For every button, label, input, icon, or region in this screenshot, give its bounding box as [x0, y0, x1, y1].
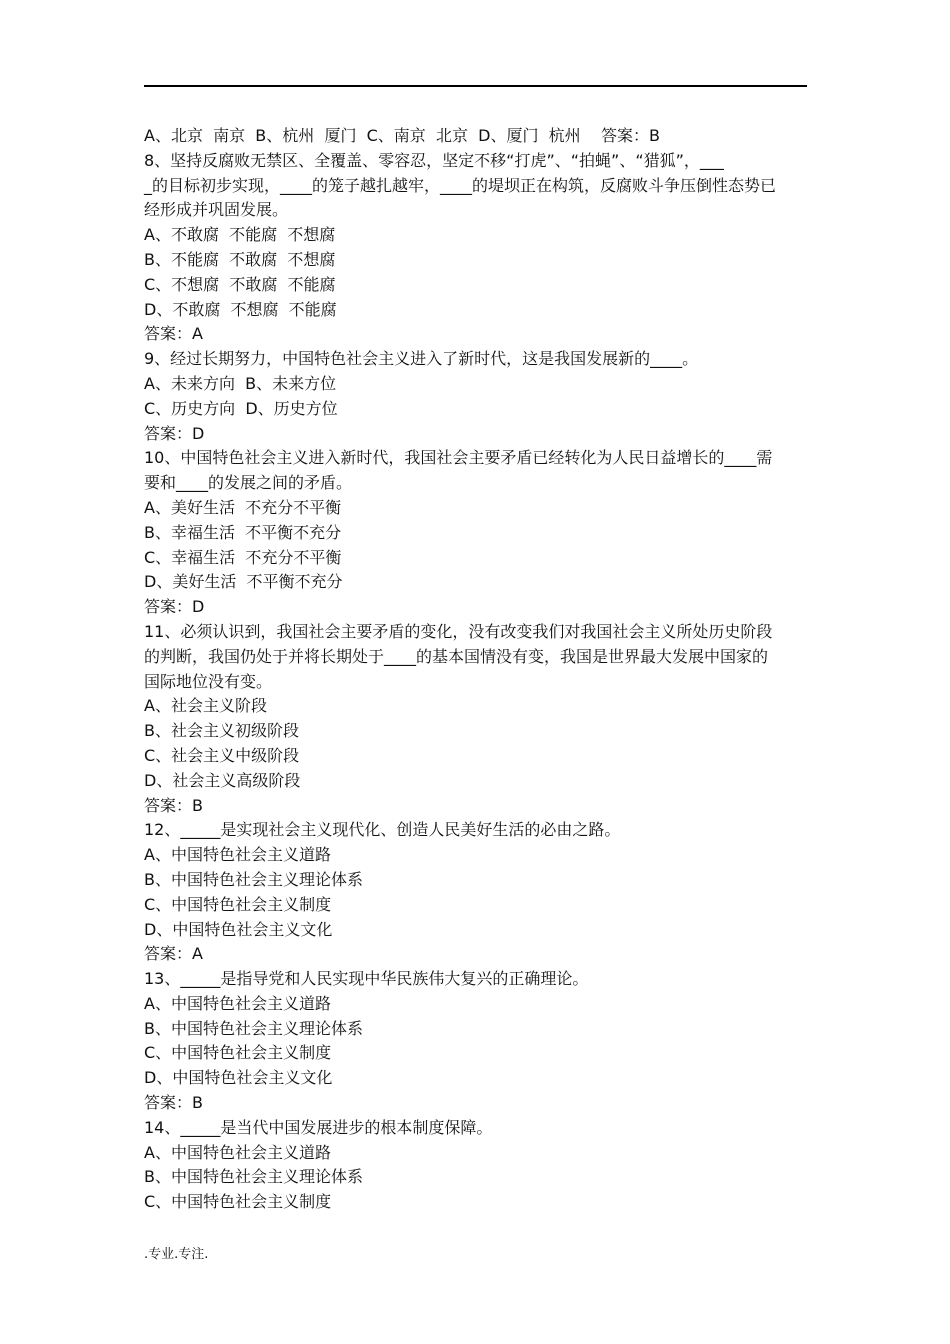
option-c: C、中国特色社会主义制度 — [144, 1043, 332, 1063]
option-a: A、不敢腐 不能腐 不想腐 — [144, 225, 336, 245]
option-b: B、不能腐 不敢腐 不想腐 — [144, 249, 336, 269]
option-c: C、不想腐 不敢腐 不能腐 — [144, 274, 336, 294]
option-a: A、中国特色社会主义道路 — [144, 993, 331, 1013]
question-8-line: _的目标初步实现，____的笼子越扎越牢，____的堤坝正在构筑，反腐败斗争压倒性态势已 — [144, 175, 777, 195]
option-b: B、中国特色社会主义理论体系 — [144, 1018, 363, 1038]
option-c: C、幸福生活 不充分不平衡 — [144, 547, 342, 567]
question-14-line: 14、_____是当代中国发展进步的根本制度保障。 — [144, 1117, 493, 1137]
option-d: D、中国特色社会主义文化 — [144, 919, 333, 939]
option-a: A、中国特色社会主义道路 — [144, 845, 331, 865]
question-11-line: 国际地位没有变。 — [144, 671, 273, 691]
option-d: D、社会主义高级阶段 — [144, 770, 301, 790]
option-a: A、中国特色社会主义道路 — [144, 1142, 331, 1162]
page-footer: .专业.专注. — [144, 1247, 209, 1262]
question-12-line: 12、_____是实现社会主义现代化、创造人民美好生活的必由之路。 — [144, 820, 621, 840]
option-b: B、中国特色社会主义理论体系 — [144, 869, 363, 889]
question-11-line: 11、必须认识到，我国社会主要矛盾的变化，没有改变我们对我国社会主义所处历史阶段 — [144, 621, 773, 641]
answer-line: 答案：D — [144, 597, 205, 617]
question-11-line: 的判断，我国仍处于并将长期处于____的基本国情没有变，我国是世界最大发展中国家的 — [144, 646, 769, 666]
option-c: C、社会主义中级阶段 — [144, 745, 300, 765]
option-line: C、历史方向 D、历史方位 — [144, 398, 338, 418]
answer-line: 答案：B — [144, 795, 203, 815]
question-10-line: 要和____的发展之间的矛盾。 — [144, 473, 353, 493]
option-c: C、中国特色社会主义制度 — [144, 1192, 332, 1212]
option-d: D、中国特色社会主义文化 — [144, 1068, 333, 1088]
document-body — [144, 124, 809, 1215]
question-13-line: 13、_____是指导党和人民实现中华民族伟大复兴的正确理论。 — [144, 969, 589, 989]
option-d: D、不敢腐 不想腐 不能腐 — [144, 299, 337, 319]
option-a: A、美好生活 不充分不平衡 — [144, 497, 342, 517]
header-rule — [144, 85, 807, 87]
answer-line: 答案：A — [144, 944, 203, 964]
question-8-line: 经形成并巩固发展。 — [144, 200, 289, 220]
option-b: B、社会主义初级阶段 — [144, 721, 299, 741]
option-c: C、中国特色社会主义制度 — [144, 894, 332, 914]
option-b: B、中国特色社会主义理论体系 — [144, 1167, 363, 1187]
option-line: A、未来方向 B、未来方位 — [144, 373, 337, 393]
question-9-line: 9、经过长期努力，中国特色社会主义进入了新时代，这是我国发展新的____。 — [144, 349, 699, 369]
option-a: A、社会主义阶段 — [144, 696, 267, 716]
answer-line: 答案：B — [144, 1093, 203, 1113]
option-d: D、美好生活 不平衡不充分 — [144, 572, 343, 592]
option-b: B、幸福生活 不平衡不充分 — [144, 522, 342, 542]
question-8-line: 8、坚持反腐败无禁区、全覆盖、零容忍，坚定不移“打虎”、“拍蝇”、“猎狐”，___ — [144, 150, 724, 170]
text-line: A、北京 南京 B、杭州 厦门 C、南京 北京 D、厦门 杭州 答案：B — [144, 126, 660, 145]
answer-line: 答案：D — [144, 423, 205, 443]
question-10-line: 10、中国特色社会主义进入新时代，我国社会主要矛盾已经转化为人民日益增长的____需 — [144, 448, 773, 468]
answer-line: 答案：A — [144, 324, 203, 344]
